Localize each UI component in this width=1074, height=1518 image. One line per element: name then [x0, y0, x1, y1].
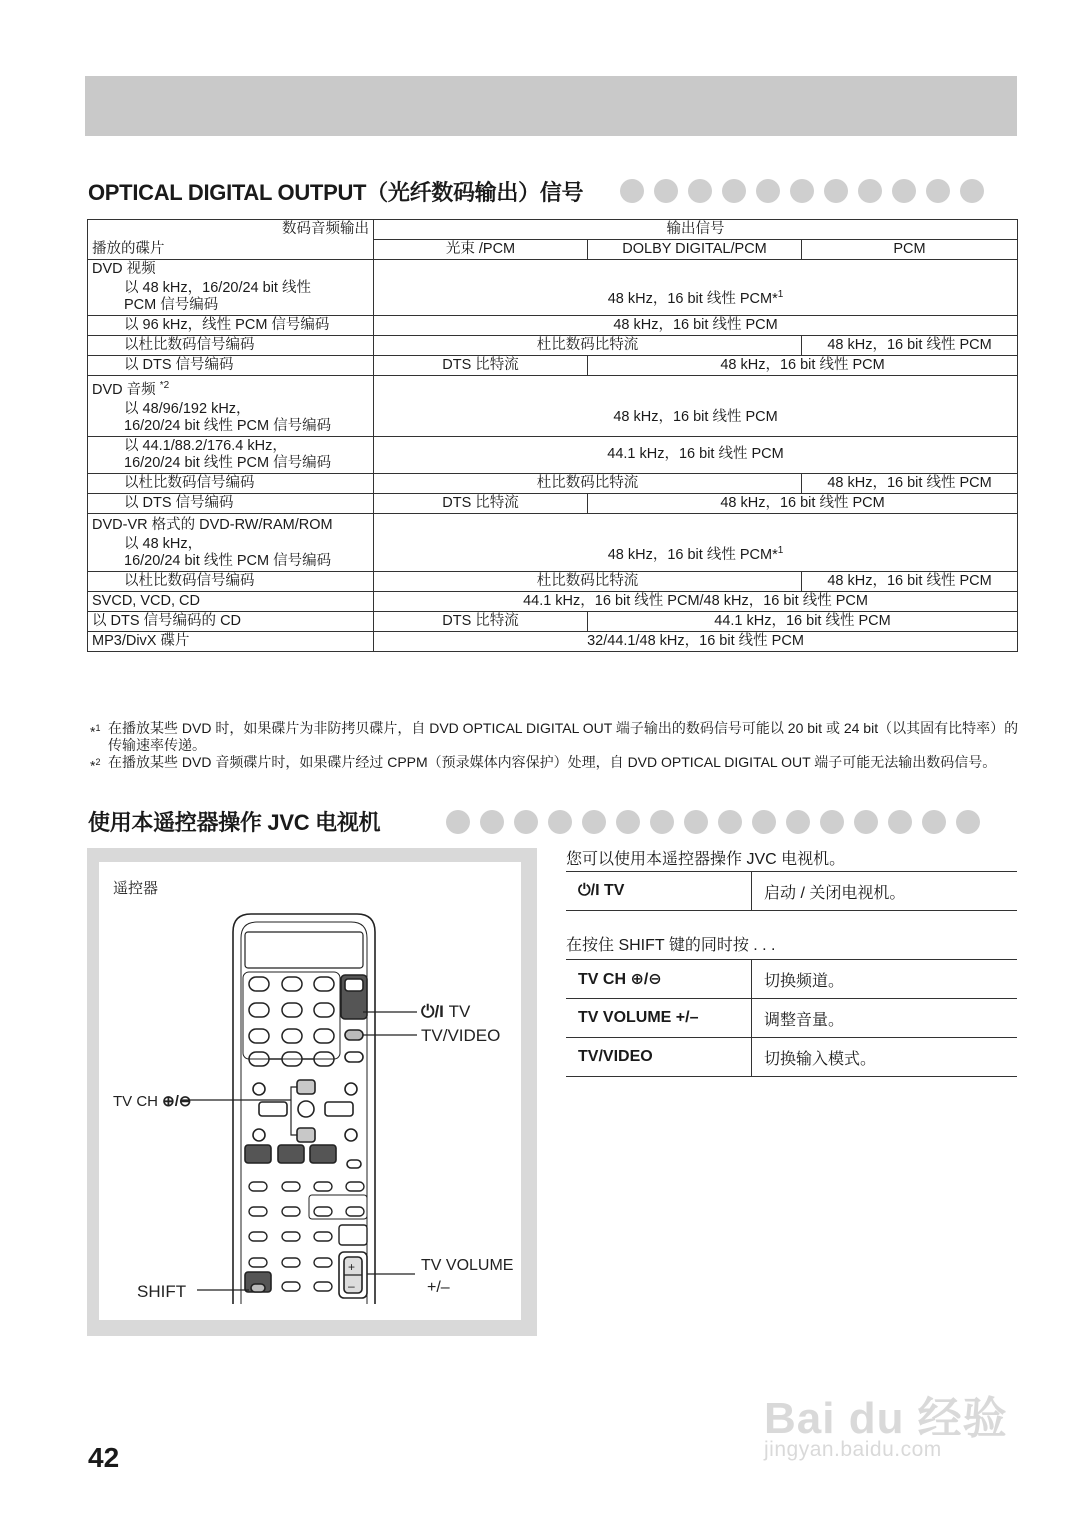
- row-label: 以 48 kHz， 16/20/24 bit 线性 PCM 信号编码: [88, 535, 374, 572]
- page-number: 42: [88, 1442, 120, 1473]
- category-dvd-video: DVD 视频: [88, 260, 374, 280]
- header-digital-out: 数码音频输出: [88, 220, 374, 240]
- section-heading: OPTICAL DIGITAL OUTPUT（光纤数码输出）信号: [88, 176, 589, 207]
- key-power: ⏻/I TV: [566, 872, 752, 911]
- category-dvd-audio: DVD 音频 $^{*2}$: [88, 376, 374, 400]
- row-value-dts: DTS 比特流: [374, 493, 588, 513]
- key-tv-video: TV/VIDEO: [566, 1038, 752, 1077]
- dotted-rule: [446, 810, 1015, 834]
- row-label: 以 48/96/192 kHz， 16/20/24 bit 线性 PCM 信号编码: [88, 400, 374, 437]
- category-dvd-vr: DVD-VR 格式的 DVD-RW/RAM/ROM: [88, 513, 374, 535]
- row-label: 以 DTS 信号编码: [88, 493, 374, 513]
- row-value: 48 kHz，16 bit 线性 PCM: [588, 493, 1018, 513]
- shift-ops-table: [566, 959, 1017, 1077]
- row-label: 以 DTS 信号编码: [88, 356, 374, 376]
- power-icon: ⏻/I: [578, 882, 604, 899]
- category-dts-cd: 以 DTS 信号编码的 CD: [88, 611, 374, 631]
- key-tv-ch: TV CH ⊕/⊖: [566, 960, 752, 999]
- tv-volume-label: TV VOLUME: [421, 1257, 514, 1274]
- row-value: 杜比数码比特流: [374, 571, 802, 591]
- category-svcd: SVCD, VCD, CD: [88, 591, 374, 611]
- dotted-rule: [620, 179, 1015, 203]
- shift-note: 在按住 SHIFT 键的同时按 . . .: [566, 937, 776, 954]
- intro-text: 您可以使用本遥控器操作 JVC 电视机。: [566, 851, 846, 868]
- footnote-2: *$^2$ 在播放某些 DVD 音频碟片时，如果碟片经过 CPPM（预录媒体内容保护）处理，自 DVD OPTICAL DIGITAL OUT 端子可能无法输出数码信号。: [90, 754, 997, 774]
- row-value: 32/44.1/48 kHz，16 bit 线性 PCM: [374, 631, 1018, 651]
- tv-volume-pm-label: +/–: [427, 1279, 450, 1296]
- row-value: 44.1 kHz，16 bit 线性 PCM/48 kHz，16 bit 线性 PCM: [374, 591, 1018, 611]
- row-value: 48 kHz，16 bit 线性 PCM*$^1$: [374, 535, 1018, 572]
- watermark-brand: Bai du 经验: [764, 1394, 1008, 1443]
- row-label: 以 96 kHz，线性 PCM 信号编码: [88, 316, 374, 336]
- power-table: [566, 871, 1017, 911]
- plus-minus-icon: ⊕/⊖: [630, 971, 662, 988]
- section-title-jvc: [88, 806, 386, 836]
- row-value-pcm: 48 kHz，16 bit 线性 PCM: [802, 473, 1018, 493]
- signal-table: [87, 219, 1018, 652]
- row-value: 48 kHz，16 bit 线性 PCM*$^1$: [374, 279, 1018, 316]
- row-label: 以杜比数码信号编码: [88, 571, 374, 591]
- shift-label: SHIFT: [137, 1282, 187, 1301]
- remote-illustration: [99, 862, 521, 1320]
- row-value: 杜比数码比特流: [374, 336, 802, 356]
- desc-tv-ch: 切换频道。: [752, 960, 1018, 999]
- row-value: 杜比数码比特流: [374, 473, 802, 493]
- row-value: 48 kHz，16 bit 线性 PCM: [374, 400, 1018, 437]
- row-label: 以杜比数码信号编码: [88, 336, 374, 356]
- row-value-pcm: 48 kHz，16 bit 线性 PCM: [802, 571, 1018, 591]
- row-value-pcm: 48 kHz，16 bit 线性 PCM: [802, 336, 1018, 356]
- section-heading: 使用本遥控器操作 JVC 电视机: [88, 806, 386, 837]
- row-value: 44.1 kHz，16 bit 线性 PCM: [588, 611, 1018, 631]
- header-disc: 播放的碟片: [88, 240, 374, 260]
- tv-ch-label: TV CH ⊕/⊖: [113, 1093, 192, 1110]
- header-output-signal: 输出信号: [374, 220, 1018, 240]
- footnotes: [90, 720, 1020, 775]
- vol-plus-icon: +: [348, 1260, 356, 1274]
- row-value: 44.1 kHz，16 bit 线性 PCM: [374, 436, 1018, 473]
- watermark: [760, 1352, 1015, 1472]
- tv-video-label: TV/VIDEO: [421, 1026, 501, 1045]
- vol-minus-icon: –: [348, 1279, 355, 1293]
- key-tv-volume: TV VOLUME +/–: [566, 999, 752, 1038]
- row-value: 48 kHz，16 bit 线性 PCM: [588, 356, 1018, 376]
- row-label: 以 48 kHz，16/20/24 bit 线性 PCM 信号编码: [88, 279, 374, 316]
- power-tv-label: ⏻/I TV: [421, 1002, 471, 1021]
- header-col-optical: 光束 /PCM: [374, 240, 588, 260]
- row-value: 48 kHz，16 bit 线性 PCM: [374, 316, 1018, 336]
- row-label: 以杜比数码信号编码: [88, 473, 374, 493]
- desc-tv-volume: 调整音量。: [752, 999, 1018, 1038]
- row-label: 以 44.1/88.2/176.4 kHz， 16/20/24 bit 线性 PCM 信号编码: [88, 436, 374, 473]
- header-col-dolby: DOLBY DIGITAL/PCM: [588, 240, 802, 260]
- category-mp3: MP3/DivX 碟片: [88, 631, 374, 651]
- footnote-1: *$^1$ 在播放某些 DVD 时，如果碟片为非防拷贝碟片，自 DVD OPTICAL DIGITAL OUT 端子输出的数码信号可能以 20 bit 或 24 bit（以其固有比特率）的传输速率传递。: [90, 720, 1019, 753]
- watermark-url: jingyan.baidu.com: [764, 1438, 942, 1461]
- row-value-dts: DTS 比特流: [374, 611, 588, 631]
- desc-tv-video: 切换输入模式。: [752, 1038, 1018, 1077]
- desc-power: 启动 / 关闭电视机。: [752, 872, 1018, 911]
- header-col-pcm: PCM: [802, 240, 1018, 260]
- header-bar: [85, 76, 1017, 136]
- remote-label: 遥控器: [113, 880, 159, 897]
- section-title-optical: [88, 176, 589, 206]
- row-value-dts: DTS 比特流: [374, 356, 588, 376]
